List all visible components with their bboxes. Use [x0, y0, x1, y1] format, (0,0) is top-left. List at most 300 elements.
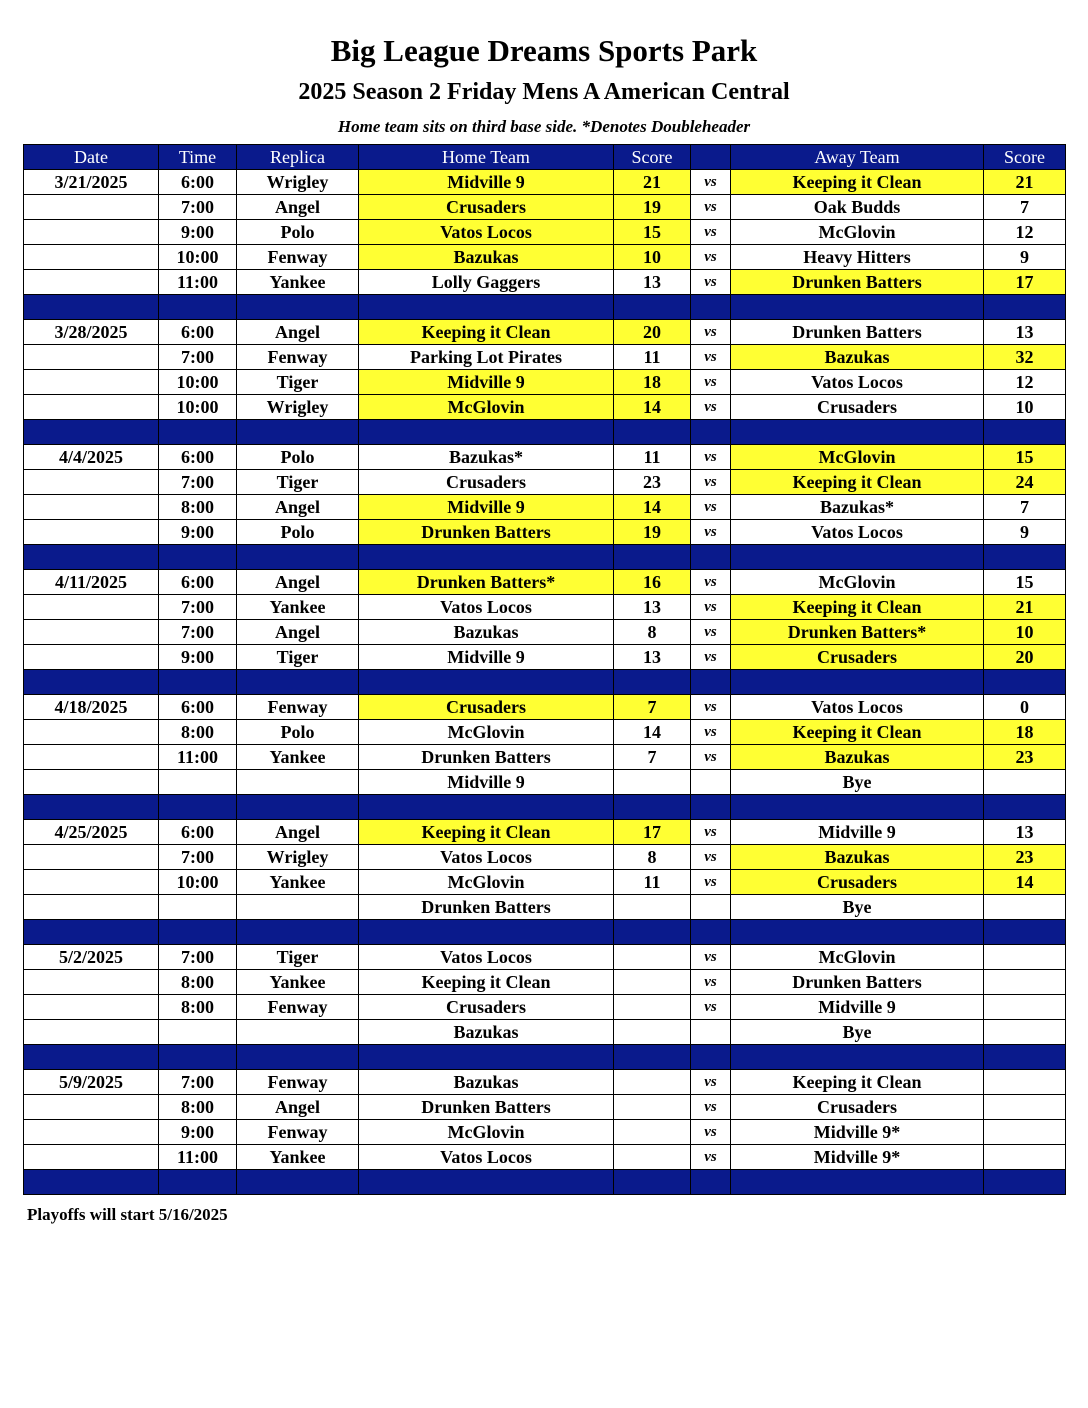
separator-cell — [24, 420, 159, 445]
home-score — [614, 895, 691, 920]
separator-cell — [984, 1170, 1066, 1195]
vs-label — [691, 1020, 731, 1045]
game-row — [24, 570, 1066, 595]
game-replica: Polo — [237, 720, 359, 745]
separator-cell — [691, 295, 731, 320]
home-score: 15 — [614, 220, 691, 245]
away-team: Bye — [731, 895, 984, 920]
game-row — [24, 345, 1066, 370]
game-row — [24, 1020, 1066, 1045]
away-team: Midville 9* — [731, 1145, 984, 1170]
vs-label: vs — [691, 495, 731, 520]
separator-cell — [237, 420, 359, 445]
separator-cell — [984, 795, 1066, 820]
home-team: Crusaders — [359, 995, 614, 1020]
vs-label: vs — [691, 645, 731, 670]
game-replica — [237, 1020, 359, 1045]
home-team: Drunken Batters — [359, 1095, 614, 1120]
away-score: 15 — [984, 445, 1066, 470]
game-time: 7:00 — [159, 1070, 237, 1095]
separator-cell — [731, 420, 984, 445]
home-score: 14 — [614, 395, 691, 420]
separator-cell — [691, 795, 731, 820]
week-separator — [24, 545, 1066, 570]
game-replica: Polo — [237, 445, 359, 470]
away-team: Drunken Batters — [731, 970, 984, 995]
home-score: 13 — [614, 595, 691, 620]
separator-cell — [237, 920, 359, 945]
separator-cell — [159, 670, 237, 695]
away-score — [984, 1095, 1066, 1120]
game-replica: Angel — [237, 570, 359, 595]
game-time: 11:00 — [159, 745, 237, 770]
separator-cell — [237, 670, 359, 695]
separator-cell — [731, 295, 984, 320]
game-replica — [237, 770, 359, 795]
away-team: Bye — [731, 1020, 984, 1045]
game-replica: Polo — [237, 220, 359, 245]
game-row — [24, 495, 1066, 520]
game-row — [24, 620, 1066, 645]
away-score: 10 — [984, 395, 1066, 420]
separator-cell — [24, 670, 159, 695]
away-score: 9 — [984, 520, 1066, 545]
game-replica: Angel — [237, 620, 359, 645]
separator-cell — [359, 1045, 614, 1070]
game-time: 7:00 — [159, 945, 237, 970]
game-replica: Wrigley — [237, 395, 359, 420]
away-score: 20 — [984, 645, 1066, 670]
game-date: 3/21/2025 — [24, 170, 159, 195]
away-team: McGlovin — [731, 445, 984, 470]
week-separator — [24, 1045, 1066, 1070]
game-time: 8:00 — [159, 495, 237, 520]
game-time: 6:00 — [159, 820, 237, 845]
home-team: Bazukas — [359, 1020, 614, 1045]
vs-label: vs — [691, 820, 731, 845]
home-score: 19 — [614, 195, 691, 220]
vs-label: vs — [691, 595, 731, 620]
game-row — [24, 945, 1066, 970]
vs-label: vs — [691, 270, 731, 295]
game-time: 7:00 — [159, 345, 237, 370]
home-score: 7 — [614, 745, 691, 770]
game-time: 11:00 — [159, 270, 237, 295]
away-score: 21 — [984, 595, 1066, 620]
header-away-score: Score — [984, 145, 1066, 170]
home-team: Midville 9 — [359, 495, 614, 520]
vs-label: vs — [691, 945, 731, 970]
game-date — [24, 195, 159, 220]
home-score: 16 — [614, 570, 691, 595]
game-date: 3/28/2025 — [24, 320, 159, 345]
away-team: Crusaders — [731, 1095, 984, 1120]
separator-cell — [984, 295, 1066, 320]
away-score: 23 — [984, 845, 1066, 870]
game-time: 10:00 — [159, 870, 237, 895]
vs-label: vs — [691, 745, 731, 770]
game-row — [24, 270, 1066, 295]
home-score: 14 — [614, 720, 691, 745]
away-score — [984, 1020, 1066, 1045]
game-time: 8:00 — [159, 995, 237, 1020]
game-time: 8:00 — [159, 720, 237, 745]
game-row — [24, 195, 1066, 220]
separator-cell — [359, 295, 614, 320]
game-replica — [237, 895, 359, 920]
home-score: 14 — [614, 495, 691, 520]
separator-cell — [731, 545, 984, 570]
game-date — [24, 620, 159, 645]
separator-cell — [984, 545, 1066, 570]
home-team: Crusaders — [359, 470, 614, 495]
separator-cell — [984, 670, 1066, 695]
away-team: Drunken Batters* — [731, 620, 984, 645]
game-replica: Angel — [237, 195, 359, 220]
separator-cell — [24, 545, 159, 570]
game-replica: Tiger — [237, 645, 359, 670]
week-separator — [24, 420, 1066, 445]
game-date — [24, 845, 159, 870]
game-row — [24, 820, 1066, 845]
game-replica: Tiger — [237, 945, 359, 970]
home-team: McGlovin — [359, 395, 614, 420]
home-score — [614, 1095, 691, 1120]
game-replica: Wrigley — [237, 170, 359, 195]
header-home-team: Home Team — [359, 145, 614, 170]
separator-cell — [691, 420, 731, 445]
separator-cell — [359, 1170, 614, 1195]
away-score — [984, 995, 1066, 1020]
vs-label: vs — [691, 395, 731, 420]
away-team: Drunken Batters — [731, 270, 984, 295]
game-row — [24, 170, 1066, 195]
separator-cell — [359, 420, 614, 445]
separator-cell — [614, 545, 691, 570]
away-team: Vatos Locos — [731, 370, 984, 395]
vs-label: vs — [691, 470, 731, 495]
home-team: McGlovin — [359, 870, 614, 895]
game-replica: Fenway — [237, 1120, 359, 1145]
home-team: Lolly Gaggers — [359, 270, 614, 295]
game-time: 7:00 — [159, 470, 237, 495]
game-time: 7:00 — [159, 595, 237, 620]
game-time: 9:00 — [159, 520, 237, 545]
game-time: 11:00 — [159, 1145, 237, 1170]
away-team: Bazukas — [731, 745, 984, 770]
schedule-body — [24, 170, 1066, 1195]
separator-cell — [614, 920, 691, 945]
vs-label: vs — [691, 1145, 731, 1170]
away-score — [984, 1120, 1066, 1145]
game-date — [24, 470, 159, 495]
game-row — [24, 370, 1066, 395]
separator-cell — [159, 295, 237, 320]
schedule-table — [23, 144, 1066, 1195]
home-score: 11 — [614, 345, 691, 370]
away-score: 7 — [984, 495, 1066, 520]
away-team: Vatos Locos — [731, 695, 984, 720]
separator-cell — [24, 920, 159, 945]
game-row — [24, 970, 1066, 995]
header-time: Time — [159, 145, 237, 170]
game-date — [24, 345, 159, 370]
game-replica: Yankee — [237, 870, 359, 895]
game-row — [24, 870, 1066, 895]
away-score — [984, 970, 1066, 995]
away-team: Midville 9* — [731, 1120, 984, 1145]
home-score: 11 — [614, 870, 691, 895]
home-team: Vatos Locos — [359, 595, 614, 620]
vs-label: vs — [691, 320, 731, 345]
game-replica: Fenway — [237, 995, 359, 1020]
game-row — [24, 1070, 1066, 1095]
home-team: Vatos Locos — [359, 845, 614, 870]
game-replica: Yankee — [237, 745, 359, 770]
home-score — [614, 1145, 691, 1170]
game-date: 4/11/2025 — [24, 570, 159, 595]
game-time: 10:00 — [159, 370, 237, 395]
separator-cell — [237, 1045, 359, 1070]
home-score: 17 — [614, 820, 691, 845]
game-date — [24, 645, 159, 670]
game-replica: Wrigley — [237, 845, 359, 870]
home-team: Bazukas — [359, 1070, 614, 1095]
separator-cell — [614, 795, 691, 820]
home-team: Drunken Batters — [359, 745, 614, 770]
vs-label: vs — [691, 995, 731, 1020]
away-score: 14 — [984, 870, 1066, 895]
home-team: Keeping it Clean — [359, 820, 614, 845]
home-team: Keeping it Clean — [359, 970, 614, 995]
game-replica: Yankee — [237, 1145, 359, 1170]
vs-label: vs — [691, 220, 731, 245]
game-time: 7:00 — [159, 845, 237, 870]
home-score: 18 — [614, 370, 691, 395]
home-team: Vatos Locos — [359, 1145, 614, 1170]
game-row — [24, 320, 1066, 345]
separator-cell — [159, 545, 237, 570]
game-date — [24, 520, 159, 545]
game-time — [159, 770, 237, 795]
game-row — [24, 1095, 1066, 1120]
away-team: Crusaders — [731, 645, 984, 670]
game-date: 4/25/2025 — [24, 820, 159, 845]
away-score — [984, 770, 1066, 795]
away-team: Midville 9 — [731, 820, 984, 845]
home-score — [614, 1120, 691, 1145]
away-team: Bazukas — [731, 845, 984, 870]
separator-cell — [984, 1045, 1066, 1070]
vs-label — [691, 895, 731, 920]
vs-label: vs — [691, 170, 731, 195]
separator-cell — [24, 795, 159, 820]
home-team: Vatos Locos — [359, 945, 614, 970]
header-vs — [691, 145, 731, 170]
home-team: Drunken Batters — [359, 520, 614, 545]
away-score — [984, 945, 1066, 970]
game-row — [24, 695, 1066, 720]
separator-cell — [731, 1045, 984, 1070]
away-score: 32 — [984, 345, 1066, 370]
separator-cell — [984, 920, 1066, 945]
home-team: Drunken Batters* — [359, 570, 614, 595]
away-score — [984, 1070, 1066, 1095]
game-time: 10:00 — [159, 245, 237, 270]
game-date — [24, 895, 159, 920]
home-score: 19 — [614, 520, 691, 545]
home-team: Midville 9 — [359, 645, 614, 670]
vs-label: vs — [691, 870, 731, 895]
separator-cell — [24, 1045, 159, 1070]
home-team: McGlovin — [359, 1120, 614, 1145]
header-home-score: Score — [614, 145, 691, 170]
game-replica: Tiger — [237, 370, 359, 395]
game-row — [24, 1145, 1066, 1170]
separator-cell — [731, 670, 984, 695]
away-team: Keeping it Clean — [731, 720, 984, 745]
game-date — [24, 595, 159, 620]
away-team: Keeping it Clean — [731, 1070, 984, 1095]
away-score: 12 — [984, 370, 1066, 395]
home-score — [614, 970, 691, 995]
away-team: McGlovin — [731, 570, 984, 595]
game-replica: Fenway — [237, 1070, 359, 1095]
home-team: McGlovin — [359, 720, 614, 745]
away-score: 21 — [984, 170, 1066, 195]
game-row — [24, 770, 1066, 795]
away-score: 7 — [984, 195, 1066, 220]
away-team: McGlovin — [731, 945, 984, 970]
away-team: McGlovin — [731, 220, 984, 245]
game-time: 8:00 — [159, 970, 237, 995]
away-team: Keeping it Clean — [731, 470, 984, 495]
game-date — [24, 270, 159, 295]
week-separator — [24, 670, 1066, 695]
game-time: 9:00 — [159, 1120, 237, 1145]
game-date — [24, 745, 159, 770]
away-score: 10 — [984, 620, 1066, 645]
game-time: 7:00 — [159, 620, 237, 645]
vs-label: vs — [691, 370, 731, 395]
home-team: Midville 9 — [359, 170, 614, 195]
separator-cell — [614, 295, 691, 320]
separator-cell — [614, 670, 691, 695]
game-date: 5/9/2025 — [24, 1070, 159, 1095]
separator-cell — [24, 295, 159, 320]
page-subtitle: 2025 Season 2 Friday Mens A American Central — [298, 79, 790, 105]
game-replica: Angel — [237, 820, 359, 845]
game-time: 8:00 — [159, 1095, 237, 1120]
away-score: 9 — [984, 245, 1066, 270]
game-date — [24, 370, 159, 395]
game-replica: Polo — [237, 520, 359, 545]
vs-label: vs — [691, 720, 731, 745]
home-score — [614, 1070, 691, 1095]
separator-cell — [359, 545, 614, 570]
separator-cell — [359, 920, 614, 945]
separator-cell — [237, 295, 359, 320]
home-score: 23 — [614, 470, 691, 495]
game-date: 4/18/2025 — [24, 695, 159, 720]
home-team: Crusaders — [359, 195, 614, 220]
vs-label: vs — [691, 445, 731, 470]
away-team: Crusaders — [731, 870, 984, 895]
home-team: Bazukas — [359, 245, 614, 270]
playoffs-note: Playoffs will start 5/16/2025 — [27, 1205, 228, 1224]
away-score: 15 — [984, 570, 1066, 595]
game-time: 6:00 — [159, 445, 237, 470]
game-date — [24, 1020, 159, 1045]
separator-cell — [159, 420, 237, 445]
game-row — [24, 645, 1066, 670]
away-score: 12 — [984, 220, 1066, 245]
game-date — [24, 970, 159, 995]
game-date — [24, 995, 159, 1020]
vs-label: vs — [691, 345, 731, 370]
home-score — [614, 1020, 691, 1045]
vs-label: vs — [691, 195, 731, 220]
separator-cell — [237, 1170, 359, 1195]
game-row — [24, 520, 1066, 545]
game-row — [24, 1120, 1066, 1145]
home-team: Parking Lot Pirates — [359, 345, 614, 370]
away-team: Bazukas — [731, 345, 984, 370]
home-score: 11 — [614, 445, 691, 470]
week-separator — [24, 1170, 1066, 1195]
separator-cell — [731, 920, 984, 945]
separator-cell — [691, 545, 731, 570]
away-score: 18 — [984, 720, 1066, 745]
home-score: 13 — [614, 645, 691, 670]
away-score: 23 — [984, 745, 1066, 770]
separator-cell — [237, 795, 359, 820]
away-team: Vatos Locos — [731, 520, 984, 545]
vs-label: vs — [691, 695, 731, 720]
game-date — [24, 220, 159, 245]
game-date — [24, 1120, 159, 1145]
away-score: 13 — [984, 820, 1066, 845]
game-row — [24, 745, 1066, 770]
game-replica: Yankee — [237, 270, 359, 295]
week-separator — [24, 295, 1066, 320]
game-time: 6:00 — [159, 570, 237, 595]
away-team: Crusaders — [731, 395, 984, 420]
header-row — [24, 145, 1066, 170]
home-team: Bazukas — [359, 620, 614, 645]
vs-label: vs — [691, 1070, 731, 1095]
separator-cell — [159, 795, 237, 820]
header-away-team: Away Team — [731, 145, 984, 170]
separator-cell — [691, 1170, 731, 1195]
week-separator — [24, 795, 1066, 820]
game-date — [24, 870, 159, 895]
home-score — [614, 945, 691, 970]
home-score: 21 — [614, 170, 691, 195]
game-time: 7:00 — [159, 195, 237, 220]
separator-cell — [159, 1045, 237, 1070]
game-date — [24, 720, 159, 745]
game-row — [24, 720, 1066, 745]
game-replica: Tiger — [237, 470, 359, 495]
home-score: 8 — [614, 620, 691, 645]
separator-cell — [614, 420, 691, 445]
header-date: Date — [24, 145, 159, 170]
separator-cell — [159, 1170, 237, 1195]
game-replica: Yankee — [237, 595, 359, 620]
game-time — [159, 1020, 237, 1045]
game-row — [24, 220, 1066, 245]
